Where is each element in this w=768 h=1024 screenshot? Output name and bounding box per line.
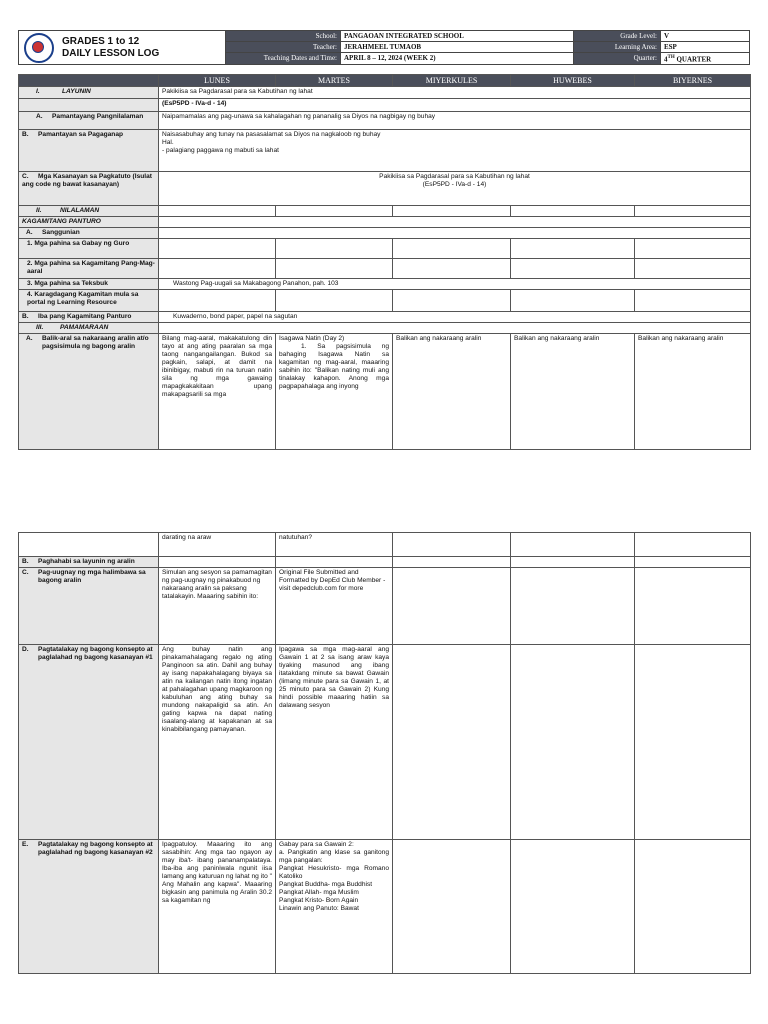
teacher-value: JERAHMEEL TUMAOB (341, 42, 574, 53)
quarter-value: 4TH QUARTER (661, 53, 750, 65)
day-header-biyernes: BIYERNES (635, 75, 751, 87)
layunin-code: (EsP5PD - IVa-d - 14) (159, 99, 751, 112)
row-label-gabay-guro: 1. Mga pahina sa Gabay ng Guro (19, 239, 159, 259)
pagtatalakay-1-martes: Ipagawa sa mga mag-aaral ang Gawain 1 at 2 sa isang araw kaya tiyaking masunod ang ibang itatakdang minute sa bawat Gawain (limang minute para sa Gawain 1, at 25 minuto para sa Gawain 2) Kung hindi possible maaaring hatiin sa dalawang sesyon (276, 645, 393, 840)
teksbuk-text: Wastong Pag-uugali sa Makabagong Panahon, pah. 103 (159, 279, 751, 290)
pamantayan-pagaganap-text: Naisasabuhay ang tunay na pasasalamat sa Diyos na nagkaloob ng buhay Hal. - palagiang paggawa ng mabuti sa lahat (159, 130, 751, 172)
kasanayan-text: Pakikiisa sa Pagdarasal para sa Kabutihan ng lahat (EsP5PD - IVa-d - 14) (159, 172, 751, 206)
balik-aral-martes: Isagawa Natin (Day 2) 1. Sa pagsisimula ng bahaging Isagawa Natin sa kagamitan ng mag-aaral, maaaring sabihin ito: "Balikan nating muli ang tinalakay kahapon. Anong mga pagpapahalaga ang inyong (276, 334, 393, 450)
row-label-pagtatalakay-1: D. Pagtatalakay ng bagong konsepto at paglalahad ng bagong kasanayan #1 (19, 645, 159, 840)
title-cell (59, 31, 226, 65)
row-label-pag-uugnay: C. Pag-uugnay ng mga halimbawa sa bagong aralin (19, 568, 159, 645)
day-header-blank (19, 75, 159, 87)
learning-area-value: ESP (661, 42, 750, 53)
balik-aral-biyernes: Balikan ang nakaraang aralin (635, 334, 751, 450)
teacher-label: Teacher: (226, 42, 341, 53)
row-label-sanggunian: A. Sanggunian (19, 228, 159, 239)
row-label-pamamaraan: III. PAMAMARAAN (19, 323, 159, 334)
title-line1: GRADES 1 to 12 (62, 35, 140, 47)
pag-uugnay-lunes: Simulan ang sesyon sa pamamagitan ng pag-uugnay ng pinakabuod ng nakaraang aralin sa paksang tatalakayin. Maaaring sabihin ito: (159, 568, 276, 645)
pagtatalakay-2-lunes: Ipagpatuloy. Maaaring ito ang sasabihin: Ang mga tao ngayon ay may iba't- ibang pananampalataya. Iba-iba ang paniniwala ngunit iisa lamang ang katuruan ng lahat ng ito " Ang Mahalin ang kapwa". Maaaring bigkasin ang panimula ng Aralin 30.2 sa kagamitan ng (159, 840, 276, 974)
dates-value: APRIL 8 – 12, 2024 (WEEK 2) (341, 53, 574, 65)
pag-uugnay-martes: Original File Submitted and Formatted by DepEd Club Member - visit depedclub.com for more (276, 568, 393, 645)
lesson-table-page2 (18, 532, 751, 974)
deped-seal-icon (24, 33, 54, 63)
row-label-layunin-sub (19, 99, 159, 112)
balik-aral-huwebes: Balikan ang nakaraang aralin (511, 334, 635, 450)
row-label-kagamitang-panturo: KAGAMITANG PANTURO (19, 217, 159, 228)
quarter-label: Quarter: (574, 53, 661, 65)
day-header-lunes: LUNES (159, 75, 276, 87)
row-label-nilalaman: II. NILALAMAN (19, 206, 159, 217)
grade-level-value: V (661, 31, 750, 42)
title-line2: DAILY LESSON LOG (62, 47, 160, 59)
pagtatalakay-2-martes: Gabay para sa Gawain 2: a. Pangkatin ang klase sa ganitong mga pangalan: Pangkat Hesukristo- mga Romano Katoliko Pangkat Buddha- mga Buddhist Pangkat Allah- mga Muslim Pangkat Kristo- Born Again Linawin ang Panuto: Bawat (276, 840, 393, 974)
school-label: School: (226, 31, 341, 42)
row-label-paghahabi: B. Paghahabi sa layunin ng aralin (19, 557, 159, 568)
layunin-text: Pakikiisa sa Pagdarasal para sa Kabutihan ng lahat (159, 87, 751, 99)
row-label-kagamitang-mag-aaral: 2. Mga pahina sa Kagamitang Pang-Mag-aaral (19, 259, 159, 279)
balik-aral-miyerkules: Balikan ang nakaraang aralin (393, 334, 511, 450)
row-label-iba-pang-kagamitan: B. Iba pang Kagamitang Panturo (19, 312, 159, 323)
row-label-teksbuk: 3. Mga pahina sa Teksbuk (19, 279, 159, 290)
row-label-balik-aral: A. Balik-aral sa nakaraang aralin at/o pagsisimula ng bagong aralin (19, 334, 159, 450)
row-label-pamantayang-pangnilalaman: A. Pamantayang Pangnilalaman (19, 112, 159, 130)
cont-martes: natutuhan? (276, 533, 393, 557)
learning-area-label: Learning Area: (574, 42, 661, 53)
row-label-learning-resource: 4. Karagdagang Kagamitan mula sa portal ng Learning Resource (19, 290, 159, 312)
school-value: PANGAOAN INTEGRATED SCHOOL (341, 31, 574, 42)
row-label-kasanayan: C. Mga Kasanayan sa Pagkatuto (Isulat ang code ng bawat kasanayan) (19, 172, 159, 206)
deped-seal-cell (19, 31, 60, 65)
pagtatalakay-1-lunes: Ang buhay natin ang pinakamahalagang regalo ng ating Panginoon sa atin. Dahil ang buhay ay isang napakahalagang biyaya sa atin na kailangan natin itong ingatan at pahalagahan upang magkaroon ng kabuluhan ang ating buhay sa mundong nakapaligid sa atin. An gating kapwa na dapat nating isaalang-alang at kapakanan at sa kinabibilangang pamayanan. (159, 645, 276, 840)
dates-label: Teaching Dates and Time: (226, 53, 341, 65)
cont-lunes: darating na araw (159, 533, 276, 557)
iba-pang-kagamitan-text: Kuwaderno, bond paper, papel na sagutan (159, 312, 751, 323)
row-label-pamantayan-pagaganap: B. Pamantayan sa Pagaganap (19, 130, 159, 172)
day-header-martes: MARTES (276, 75, 393, 87)
row-label-layunin: I. LAYUNIN (19, 87, 159, 99)
grade-level-label: Grade Level: (574, 31, 661, 42)
pamantayang-pangnilalaman-text: Naipamamalas ang pag-unawa sa kahalagahan ng pananalig sa Diyos na nagbigay ng buhay (159, 112, 751, 130)
day-header-huwebes: HUWEBES (511, 75, 635, 87)
lesson-log-header (18, 30, 750, 64)
lesson-table-page1 (18, 74, 751, 450)
day-header-miyerkules: MIYERKULES (393, 75, 511, 87)
row-label-pagtatalakay-2: E. Pagtatalakay ng bagong konsepto at paglalahad ng bagong kasanayan #2 (19, 840, 159, 974)
balik-aral-lunes: Bilang mag-aaral, makakatulong din tayo at ang ating paaralan sa mga taong nangangailangan. Bukod sa pagkain, salapi, at damit na ibinibigay, mabuti rin na turuan natin sila ng mga gawaing mapagkakakitaan upang makapagsarili sa mga (159, 334, 276, 450)
